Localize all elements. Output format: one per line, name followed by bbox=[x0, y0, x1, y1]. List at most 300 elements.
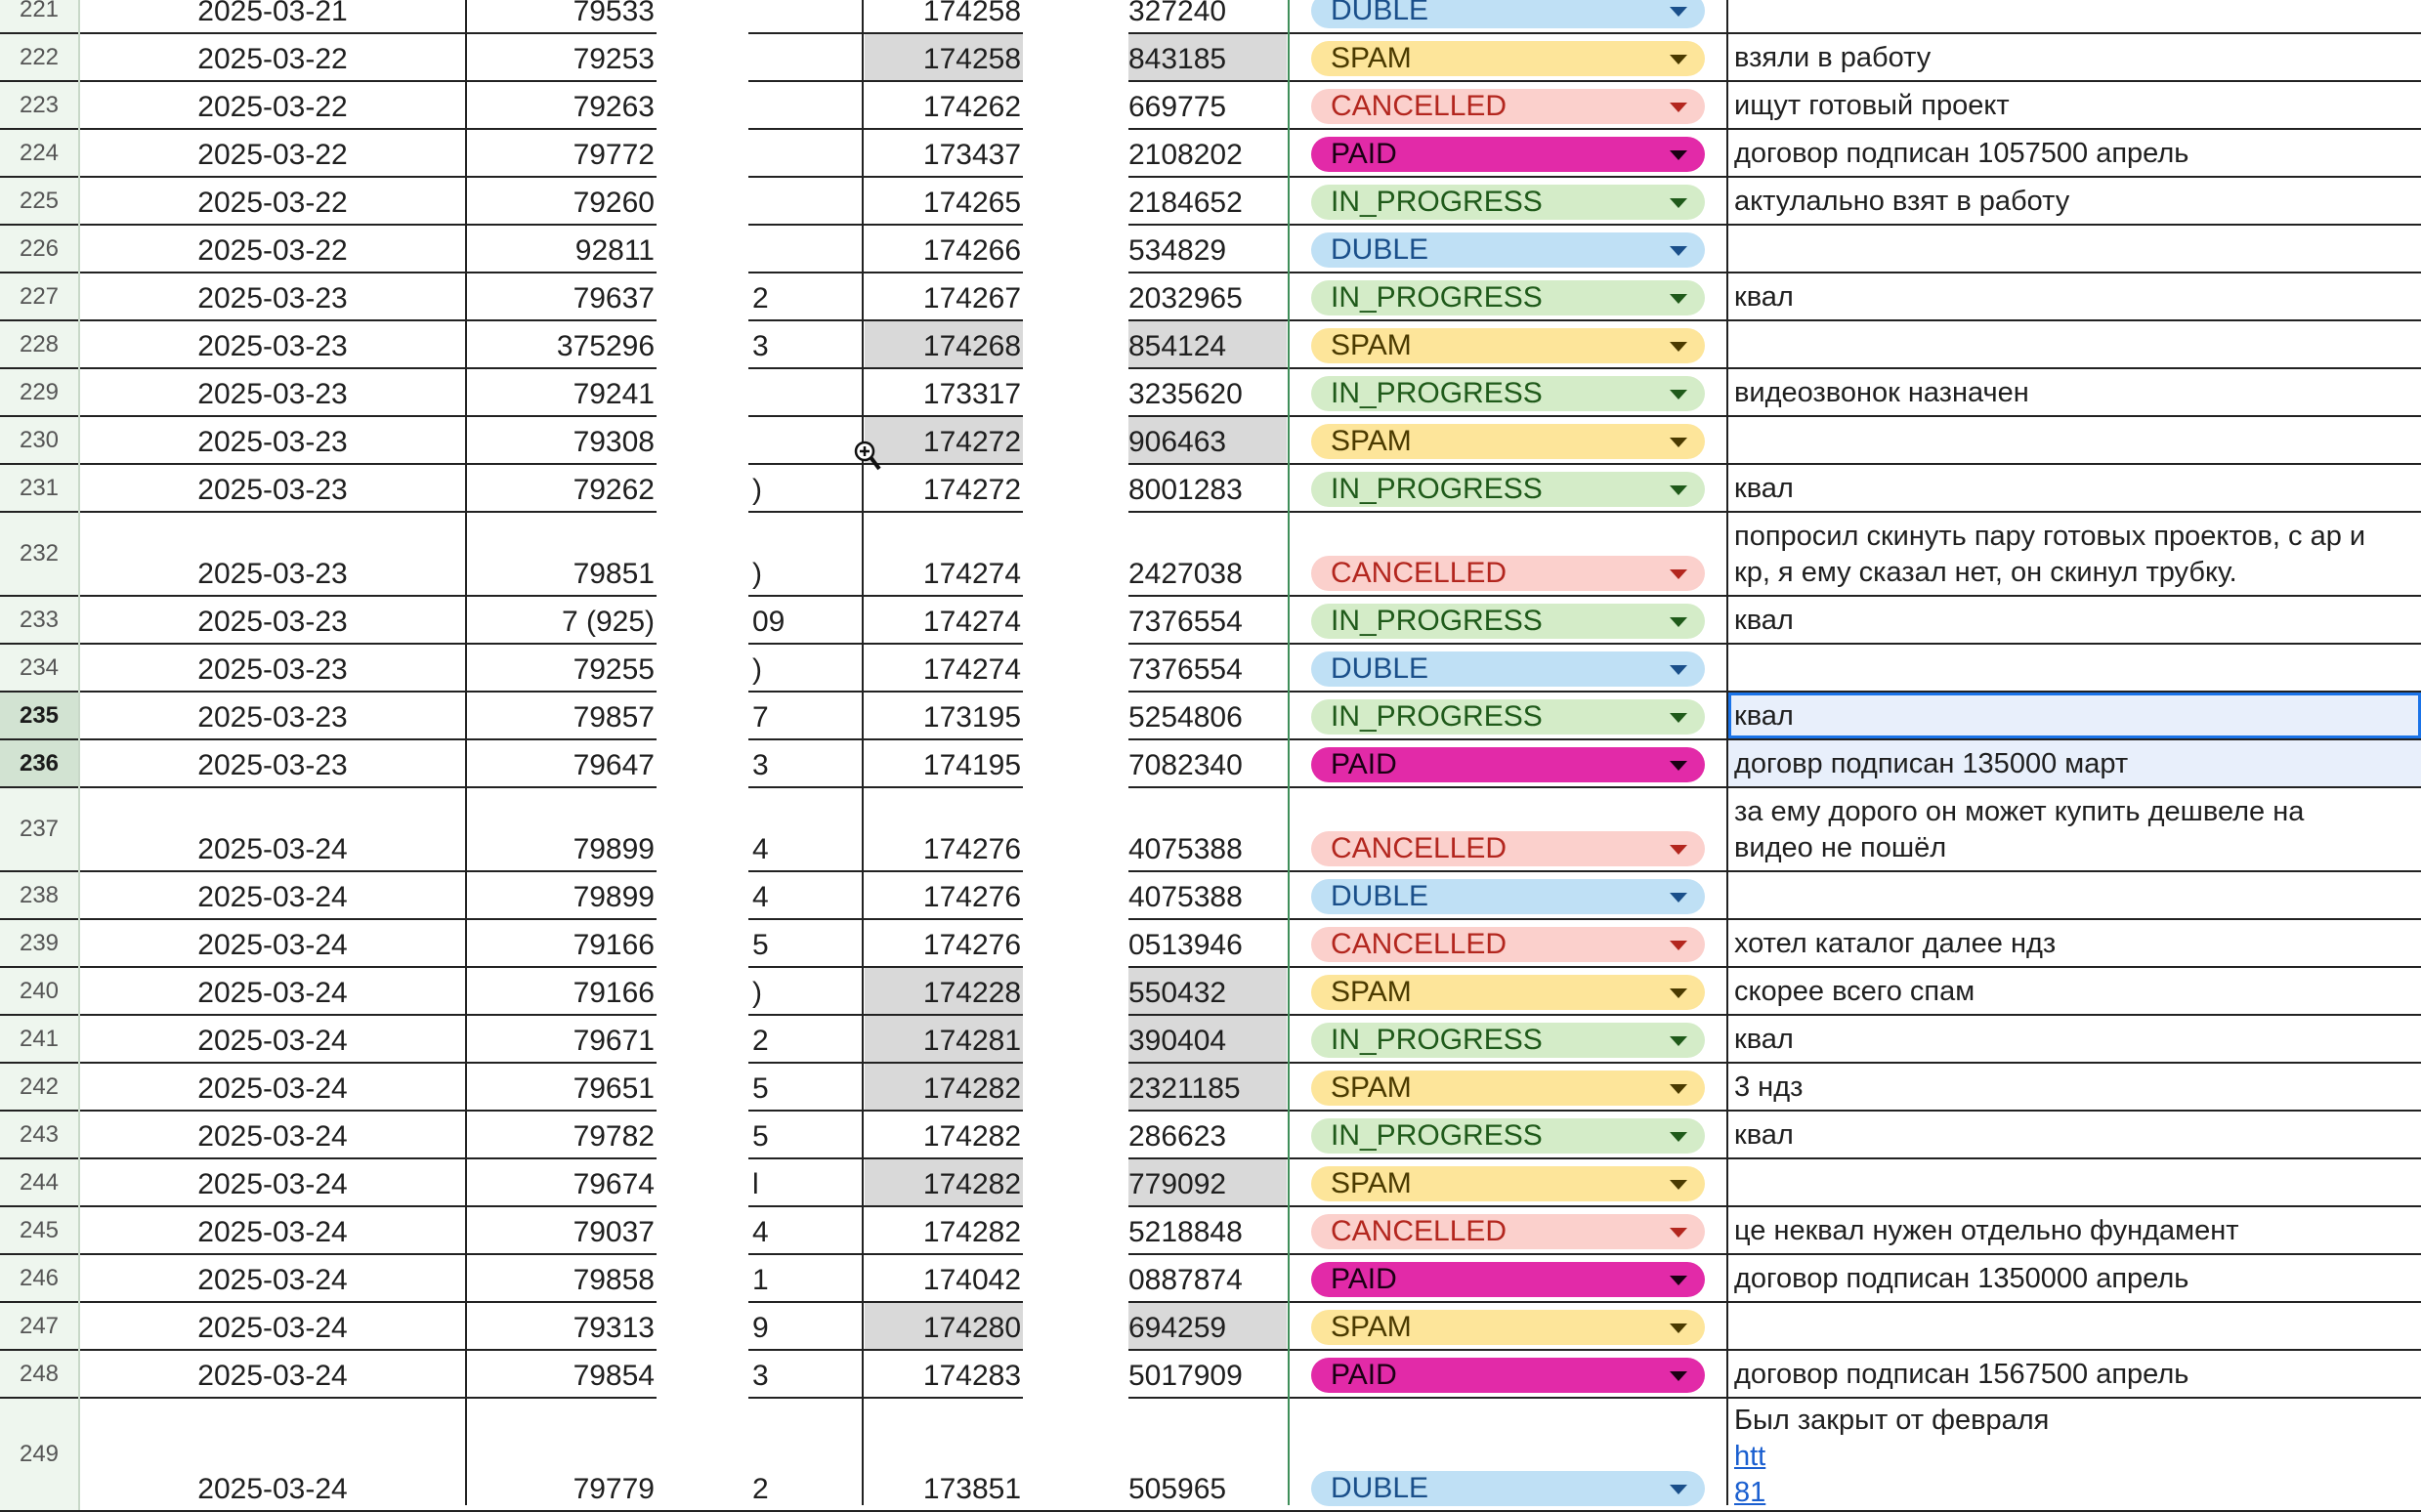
lead-id-cell[interactable]: 173851 bbox=[922, 1473, 1021, 1505]
date-cell[interactable]: 2025-03-24 bbox=[197, 1072, 348, 1105]
chevron-down-icon[interactable] bbox=[1670, 246, 1687, 256]
status-cell[interactable] bbox=[1290, 417, 1726, 463]
phone-cell[interactable]: 7 (925) bbox=[561, 606, 655, 638]
status-dropdown[interactable] bbox=[1311, 1262, 1705, 1297]
deal-id-cell[interactable]: 286623 bbox=[1128, 1120, 1227, 1153]
phone-fragment-cell[interactable]: 3 bbox=[752, 749, 769, 781]
row-number[interactable]: 226 bbox=[0, 226, 80, 272]
comment-cell[interactable] bbox=[1728, 1207, 2421, 1253]
date-cell[interactable]: 2025-03-22 bbox=[197, 91, 348, 123]
table-row[interactable] bbox=[0, 34, 2421, 82]
date-cell[interactable]: 2025-03-22 bbox=[197, 43, 348, 75]
row-number[interactable]: 246 bbox=[0, 1255, 80, 1301]
phone-fragment-cell[interactable]: ) bbox=[752, 474, 762, 506]
date-cell[interactable]: 2025-03-24 bbox=[197, 1168, 348, 1200]
date-cell[interactable]: 2025-03-23 bbox=[197, 378, 348, 410]
table-row[interactable] bbox=[0, 1016, 2421, 1064]
table-row[interactable] bbox=[0, 693, 2421, 740]
phone-cell[interactable]: 79779 bbox=[573, 1473, 655, 1505]
row-number[interactable]: 234 bbox=[0, 645, 80, 691]
chevron-down-icon[interactable] bbox=[1670, 103, 1687, 112]
row-number[interactable]: 236 bbox=[0, 740, 80, 786]
comment-cell[interactable] bbox=[1728, 130, 2421, 176]
table-row[interactable] bbox=[0, 788, 2421, 872]
status-cell[interactable] bbox=[1290, 1255, 1726, 1301]
deal-id-cell[interactable]: 7376554 bbox=[1128, 653, 1243, 686]
deal-id-cell[interactable]: 7082340 bbox=[1128, 749, 1243, 781]
phone-fragment-cell[interactable] bbox=[750, 34, 860, 80]
row-number[interactable]: 238 bbox=[0, 872, 80, 918]
comment-cell[interactable] bbox=[1728, 693, 2421, 738]
date-cell[interactable]: 2025-03-24 bbox=[197, 977, 348, 1009]
date-cell[interactable]: 2025-03-23 bbox=[197, 426, 348, 458]
comment-cell[interactable] bbox=[1728, 1016, 2421, 1062]
deal-id-cell[interactable]: 2427038 bbox=[1128, 558, 1243, 590]
table-row[interactable] bbox=[0, 513, 2421, 597]
comment-link-continued[interactable]: 81 bbox=[1734, 1477, 1766, 1508]
status-cell[interactable] bbox=[1290, 1159, 1726, 1205]
status-cell[interactable] bbox=[1290, 273, 1726, 319]
status-cell[interactable] bbox=[1290, 178, 1726, 224]
row-number[interactable]: 243 bbox=[0, 1112, 80, 1157]
phone-fragment-cell[interactable]: 09 bbox=[752, 606, 786, 638]
comment-cell[interactable] bbox=[1728, 645, 2421, 691]
row-number[interactable]: 239 bbox=[0, 920, 80, 966]
phone-fragment-cell[interactable]: 2 bbox=[752, 282, 769, 315]
comment-cell[interactable] bbox=[1728, 369, 2421, 415]
phone-fragment-cell[interactable]: 5 bbox=[752, 929, 769, 961]
table-row[interactable] bbox=[0, 968, 2421, 1016]
deal-id-cell[interactable]: 2032965 bbox=[1128, 282, 1243, 315]
deal-id-cell[interactable]: 694259 bbox=[1128, 1303, 1287, 1349]
phone-fragment-cell[interactable] bbox=[750, 178, 860, 224]
status-cell[interactable] bbox=[1290, 1064, 1726, 1110]
phone-cell[interactable]: 79782 bbox=[573, 1120, 655, 1153]
lead-id-cell[interactable]: 174281 bbox=[865, 1016, 1023, 1062]
date-cell[interactable]: 2025-03-24 bbox=[197, 881, 348, 913]
status-dropdown[interactable] bbox=[1311, 328, 1705, 363]
lead-id-cell[interactable]: 174266 bbox=[922, 234, 1021, 267]
deal-id-cell[interactable]: 2108202 bbox=[1128, 139, 1243, 171]
chevron-down-icon[interactable] bbox=[1670, 485, 1687, 495]
date-cell[interactable]: 2025-03-24 bbox=[197, 1312, 348, 1344]
status-cell[interactable] bbox=[1290, 693, 1726, 738]
comment-cell[interactable] bbox=[1728, 1351, 2421, 1397]
status-cell[interactable] bbox=[1290, 1016, 1726, 1062]
phone-fragment-cell[interactable]: ) bbox=[752, 558, 762, 590]
status-cell[interactable] bbox=[1290, 465, 1726, 511]
comment-cell[interactable] bbox=[1728, 226, 2421, 272]
table-row[interactable] bbox=[0, 597, 2421, 645]
phone-cell[interactable]: 79637 bbox=[573, 282, 655, 315]
comment-cell[interactable] bbox=[1728, 788, 2421, 870]
status-dropdown[interactable] bbox=[1311, 185, 1705, 220]
status-dropdown[interactable] bbox=[1311, 232, 1705, 268]
table-row[interactable] bbox=[0, 1064, 2421, 1112]
chevron-down-icon[interactable] bbox=[1670, 941, 1687, 950]
table-row[interactable] bbox=[0, 82, 2421, 130]
status-cell[interactable] bbox=[1290, 82, 1726, 128]
row-number[interactable]: 223 bbox=[0, 82, 80, 128]
phone-fragment-cell[interactable]: 4 bbox=[752, 833, 769, 865]
status-dropdown[interactable] bbox=[1311, 975, 1705, 1010]
date-cell[interactable]: 2025-03-23 bbox=[197, 653, 348, 686]
comment-cell[interactable] bbox=[1728, 321, 2421, 367]
deal-id-cell[interactable]: 534829 bbox=[1128, 234, 1227, 267]
row-number[interactable]: 233 bbox=[0, 597, 80, 643]
table-row[interactable] bbox=[0, 417, 2421, 465]
status-dropdown[interactable] bbox=[1311, 1118, 1705, 1154]
status-cell[interactable] bbox=[1290, 1112, 1726, 1157]
phone-cell[interactable]: 79858 bbox=[573, 1264, 655, 1296]
status-dropdown[interactable] bbox=[1311, 651, 1705, 687]
comment-cell[interactable] bbox=[1728, 513, 2421, 595]
row-number[interactable]: 241 bbox=[0, 1016, 80, 1062]
phone-cell[interactable]: 79253 bbox=[573, 43, 655, 75]
comment-cell[interactable] bbox=[1728, 1399, 2421, 1510]
phone-fragment-cell[interactable] bbox=[750, 82, 860, 128]
date-cell[interactable]: 2025-03-23 bbox=[197, 558, 348, 590]
lead-id-cell[interactable]: 174272 bbox=[922, 474, 1021, 506]
table-row[interactable] bbox=[0, 465, 2421, 513]
status-dropdown[interactable] bbox=[1311, 137, 1705, 172]
row-number[interactable]: 221 bbox=[0, 0, 80, 32]
date-cell[interactable]: 2025-03-24 bbox=[197, 1473, 348, 1505]
date-cell[interactable]: 2025-03-24 bbox=[197, 1264, 348, 1296]
table-row[interactable] bbox=[0, 226, 2421, 273]
row-number[interactable]: 237 bbox=[0, 788, 80, 870]
chevron-down-icon[interactable] bbox=[1670, 7, 1687, 17]
chevron-down-icon[interactable] bbox=[1670, 294, 1687, 304]
table-row[interactable] bbox=[0, 1351, 2421, 1399]
comment-cell[interactable] bbox=[1728, 465, 2421, 511]
phone-cell[interactable]: 79313 bbox=[573, 1312, 655, 1344]
phone-fragment-cell[interactable]: 3 bbox=[752, 1360, 769, 1392]
date-cell[interactable]: 2025-03-22 bbox=[197, 234, 348, 267]
deal-id-cell[interactable]: 8001283 bbox=[1128, 474, 1243, 506]
lead-id-cell[interactable]: 174268 bbox=[865, 321, 1023, 367]
lead-id-cell[interactable]: 174282 bbox=[922, 1216, 1021, 1248]
table-row[interactable] bbox=[0, 1399, 2421, 1512]
date-cell[interactable]: 2025-03-24 bbox=[197, 1216, 348, 1248]
deal-id-cell[interactable]: 779092 bbox=[1128, 1159, 1287, 1205]
status-cell[interactable] bbox=[1290, 226, 1726, 272]
deal-id-cell[interactable]: 854124 bbox=[1128, 321, 1287, 367]
lead-id-cell[interactable]: 174280 bbox=[865, 1303, 1023, 1349]
status-dropdown[interactable] bbox=[1311, 927, 1705, 962]
status-dropdown[interactable] bbox=[1311, 280, 1705, 315]
row-number[interactable]: 249 bbox=[0, 1399, 80, 1510]
status-cell[interactable] bbox=[1290, 1303, 1726, 1349]
status-cell[interactable] bbox=[1290, 34, 1726, 80]
date-cell[interactable]: 2025-03-24 bbox=[197, 1120, 348, 1153]
date-cell[interactable]: 2025-03-24 bbox=[197, 1025, 348, 1057]
status-cell[interactable] bbox=[1290, 1207, 1726, 1253]
date-cell[interactable]: 2025-03-22 bbox=[197, 187, 348, 219]
lead-id-cell[interactable]: 174276 bbox=[922, 833, 1021, 865]
table-row[interactable] bbox=[0, 1207, 2421, 1255]
table-row[interactable] bbox=[0, 1112, 2421, 1159]
status-cell[interactable] bbox=[1290, 0, 1726, 32]
lead-id-cell[interactable]: 174267 bbox=[922, 282, 1021, 315]
chevron-down-icon[interactable] bbox=[1670, 713, 1687, 723]
date-cell[interactable]: 2025-03-22 bbox=[197, 139, 348, 171]
status-dropdown[interactable] bbox=[1311, 1310, 1705, 1345]
status-cell[interactable] bbox=[1290, 968, 1726, 1014]
row-number[interactable]: 227 bbox=[0, 273, 80, 319]
phone-cell[interactable]: 79851 bbox=[573, 558, 655, 590]
lead-id-cell[interactable]: 174274 bbox=[922, 606, 1021, 638]
phone-cell[interactable]: 79262 bbox=[573, 474, 655, 506]
status-dropdown[interactable] bbox=[1311, 472, 1705, 507]
chevron-down-icon[interactable] bbox=[1670, 198, 1687, 208]
chevron-down-icon[interactable] bbox=[1670, 845, 1687, 855]
row-number[interactable]: 229 bbox=[0, 369, 80, 415]
phone-cell[interactable]: 79854 bbox=[573, 1360, 655, 1392]
row-number[interactable]: 230 bbox=[0, 417, 80, 463]
phone-fragment-cell[interactable]: 3 bbox=[752, 330, 769, 362]
row-number[interactable]: 232 bbox=[0, 513, 80, 595]
table-row[interactable] bbox=[0, 872, 2421, 920]
comment-cell[interactable] bbox=[1728, 1303, 2421, 1349]
date-cell[interactable]: 2025-03-21 bbox=[197, 0, 348, 27]
date-cell[interactable]: 2025-03-23 bbox=[197, 749, 348, 781]
date-cell[interactable]: 2025-03-24 bbox=[197, 833, 348, 865]
status-cell[interactable] bbox=[1290, 788, 1726, 870]
deal-id-cell[interactable]: 4075388 bbox=[1128, 833, 1243, 865]
lead-id-cell[interactable]: 174283 bbox=[922, 1360, 1021, 1392]
deal-id-cell[interactable]: 0887874 bbox=[1128, 1264, 1243, 1296]
chevron-down-icon[interactable] bbox=[1670, 569, 1687, 579]
lead-id-cell[interactable]: 173437 bbox=[922, 139, 1021, 171]
phone-fragment-cell[interactable]: 2 bbox=[752, 1473, 769, 1505]
phone-cell[interactable]: 79647 bbox=[573, 749, 655, 781]
status-dropdown[interactable] bbox=[1311, 1471, 1705, 1506]
lead-id-cell[interactable]: 173317 bbox=[922, 378, 1021, 410]
lead-id-cell[interactable]: 174282 bbox=[865, 1064, 1023, 1110]
phone-fragment-cell[interactable] bbox=[750, 130, 860, 176]
chevron-down-icon[interactable] bbox=[1670, 1485, 1687, 1494]
status-dropdown[interactable] bbox=[1311, 831, 1705, 866]
phone-cell[interactable]: 79260 bbox=[573, 187, 655, 219]
table-row[interactable] bbox=[0, 1303, 2421, 1351]
comment-cell[interactable] bbox=[1728, 872, 2421, 918]
phone-cell[interactable]: 79263 bbox=[573, 91, 655, 123]
status-dropdown[interactable] bbox=[1311, 556, 1705, 591]
row-number[interactable]: 222 bbox=[0, 34, 80, 80]
status-cell[interactable] bbox=[1290, 920, 1726, 966]
row-number[interactable]: 235 bbox=[0, 693, 80, 738]
row-number[interactable]: 242 bbox=[0, 1064, 80, 1110]
comment-cell[interactable] bbox=[1728, 82, 2421, 128]
table-row[interactable] bbox=[0, 369, 2421, 417]
deal-id-cell[interactable]: 0513946 bbox=[1128, 929, 1243, 961]
lead-id-cell[interactable]: 174195 bbox=[922, 749, 1021, 781]
row-number[interactable]: 224 bbox=[0, 130, 80, 176]
comment-link[interactable]: htt bbox=[1734, 1441, 1766, 1472]
deal-id-cell[interactable]: 2321185 bbox=[1128, 1064, 1287, 1110]
phone-cell[interactable]: 79166 bbox=[573, 929, 655, 961]
status-cell[interactable] bbox=[1290, 872, 1726, 918]
status-dropdown[interactable] bbox=[1311, 41, 1705, 76]
comment-cell[interactable] bbox=[1728, 1255, 2421, 1301]
row-number[interactable]: 247 bbox=[0, 1303, 80, 1349]
table-row[interactable] bbox=[0, 645, 2421, 693]
phone-cell[interactable]: 79671 bbox=[573, 1025, 655, 1057]
row-number[interactable]: 244 bbox=[0, 1159, 80, 1205]
deal-id-cell[interactable]: 5218848 bbox=[1128, 1216, 1243, 1248]
phone-fragment-cell[interactable]: l bbox=[752, 1168, 759, 1200]
status-dropdown[interactable] bbox=[1311, 1071, 1705, 1106]
table-row[interactable] bbox=[0, 321, 2421, 369]
phone-fragment-cell[interactable]: 9 bbox=[752, 1312, 769, 1344]
phone-cell[interactable]: 92811 bbox=[574, 234, 655, 267]
date-cell[interactable]: 2025-03-23 bbox=[197, 330, 348, 362]
phone-cell[interactable]: 79308 bbox=[573, 426, 655, 458]
phone-cell[interactable]: 79651 bbox=[573, 1072, 655, 1105]
phone-fragment-cell[interactable] bbox=[750, 226, 860, 272]
chevron-down-icon[interactable] bbox=[1670, 665, 1687, 675]
chevron-down-icon[interactable] bbox=[1670, 988, 1687, 998]
row-number[interactable]: 228 bbox=[0, 321, 80, 367]
status-cell[interactable] bbox=[1290, 369, 1726, 415]
deal-id-cell[interactable]: 4075388 bbox=[1128, 881, 1243, 913]
status-dropdown[interactable] bbox=[1311, 1023, 1705, 1058]
chevron-down-icon[interactable] bbox=[1670, 1371, 1687, 1381]
status-dropdown[interactable] bbox=[1311, 376, 1705, 411]
phone-cell[interactable]: 79533 bbox=[573, 0, 655, 27]
phone-fragment-cell[interactable]: 5 bbox=[752, 1120, 769, 1153]
status-cell[interactable] bbox=[1290, 597, 1726, 643]
phone-cell[interactable]: 79255 bbox=[573, 653, 655, 686]
phone-cell[interactable]: 79037 bbox=[573, 1216, 655, 1248]
status-dropdown[interactable] bbox=[1311, 1358, 1705, 1393]
row-number[interactable]: 245 bbox=[0, 1207, 80, 1253]
chevron-down-icon[interactable] bbox=[1670, 1323, 1687, 1333]
chevron-down-icon[interactable] bbox=[1670, 1036, 1687, 1046]
table-row[interactable] bbox=[0, 740, 2421, 788]
status-cell[interactable] bbox=[1290, 513, 1726, 595]
status-cell[interactable] bbox=[1290, 321, 1726, 367]
row-number[interactable]: 240 bbox=[0, 968, 80, 1014]
phone-fragment-cell[interactable]: 2 bbox=[752, 1025, 769, 1057]
chevron-down-icon[interactable] bbox=[1670, 1228, 1687, 1238]
phone-cell[interactable]: 79899 bbox=[573, 881, 655, 913]
phone-fragment-cell[interactable] bbox=[750, 0, 860, 32]
status-dropdown[interactable] bbox=[1311, 699, 1705, 735]
lead-id-cell[interactable]: 174262 bbox=[922, 91, 1021, 123]
chevron-down-icon[interactable] bbox=[1670, 1276, 1687, 1285]
deal-id-cell[interactable]: 906463 bbox=[1128, 417, 1287, 463]
lead-id-cell[interactable]: 174258 bbox=[922, 0, 1021, 27]
lead-id-cell[interactable]: 174042 bbox=[922, 1264, 1021, 1296]
comment-cell[interactable] bbox=[1728, 1112, 2421, 1157]
chevron-down-icon[interactable] bbox=[1670, 893, 1687, 903]
table-row[interactable] bbox=[0, 0, 2421, 34]
chevron-down-icon[interactable] bbox=[1670, 390, 1687, 399]
phone-fragment-cell[interactable]: 5 bbox=[752, 1072, 769, 1105]
status-dropdown[interactable] bbox=[1311, 89, 1705, 124]
table-row[interactable] bbox=[0, 130, 2421, 178]
status-dropdown[interactable] bbox=[1311, 604, 1705, 639]
chevron-down-icon[interactable] bbox=[1670, 55, 1687, 64]
comment-cell[interactable] bbox=[1728, 740, 2421, 786]
status-dropdown[interactable] bbox=[1311, 1214, 1705, 1249]
status-dropdown[interactable] bbox=[1311, 747, 1705, 782]
date-cell[interactable]: 2025-03-23 bbox=[197, 474, 348, 506]
lead-id-cell[interactable]: 174265 bbox=[922, 187, 1021, 219]
lead-id-cell[interactable]: 174282 bbox=[922, 1120, 1021, 1153]
lead-id-cell[interactable]: 174272 bbox=[865, 417, 1023, 463]
phone-fragment-cell[interactable]: 7 bbox=[752, 701, 769, 734]
comment-cell[interactable] bbox=[1728, 417, 2421, 463]
lead-id-cell[interactable]: 174282 bbox=[865, 1159, 1023, 1205]
chevron-down-icon[interactable] bbox=[1670, 761, 1687, 771]
phone-fragment-cell[interactable]: ) bbox=[752, 977, 762, 1009]
phone-cell[interactable]: 79857 bbox=[573, 701, 655, 734]
comment-cell[interactable] bbox=[1728, 920, 2421, 966]
status-cell[interactable] bbox=[1290, 740, 1726, 786]
deal-id-cell[interactable]: 5017909 bbox=[1128, 1360, 1243, 1392]
phone-cell[interactable]: 79166 bbox=[573, 977, 655, 1009]
deal-id-cell[interactable]: 550432 bbox=[1128, 968, 1287, 1014]
chevron-down-icon[interactable] bbox=[1670, 1084, 1687, 1094]
phone-fragment-cell[interactable] bbox=[750, 369, 860, 415]
date-cell[interactable]: 2025-03-24 bbox=[197, 929, 348, 961]
comment-cell[interactable] bbox=[1728, 178, 2421, 224]
lead-id-cell[interactable]: 174276 bbox=[922, 881, 1021, 913]
status-cell[interactable] bbox=[1290, 130, 1726, 176]
phone-fragment-cell[interactable]: ) bbox=[752, 653, 762, 686]
status-cell[interactable] bbox=[1290, 1351, 1726, 1397]
phone-cell[interactable]: 79674 bbox=[573, 1168, 655, 1200]
table-row[interactable] bbox=[0, 178, 2421, 226]
row-number[interactable]: 225 bbox=[0, 178, 80, 224]
chevron-down-icon[interactable] bbox=[1670, 1180, 1687, 1190]
table-row[interactable] bbox=[0, 273, 2421, 321]
chevron-down-icon[interactable] bbox=[1670, 342, 1687, 352]
status-dropdown[interactable] bbox=[1311, 879, 1705, 914]
deal-id-cell[interactable]: 327240 bbox=[1128, 0, 1227, 27]
date-cell[interactable]: 2025-03-23 bbox=[197, 606, 348, 638]
row-number[interactable]: 248 bbox=[0, 1351, 80, 1397]
deal-id-cell[interactable]: 505965 bbox=[1128, 1473, 1227, 1505]
status-dropdown[interactable] bbox=[1311, 1166, 1705, 1201]
table-row[interactable] bbox=[0, 920, 2421, 968]
phone-fragment-cell[interactable]: 1 bbox=[752, 1264, 769, 1296]
deal-id-cell[interactable]: 5254806 bbox=[1128, 701, 1243, 734]
table-row[interactable] bbox=[0, 1255, 2421, 1303]
deal-id-cell[interactable]: 2184652 bbox=[1128, 187, 1243, 219]
deal-id-cell[interactable]: 3235620 bbox=[1128, 378, 1243, 410]
deal-id-cell[interactable]: 7376554 bbox=[1128, 606, 1243, 638]
phone-fragment-cell[interactable]: 4 bbox=[752, 881, 769, 913]
date-cell[interactable]: 2025-03-23 bbox=[197, 701, 348, 734]
row-number[interactable]: 231 bbox=[0, 465, 80, 511]
comment-cell[interactable] bbox=[1728, 968, 2421, 1014]
lead-id-cell[interactable]: 173195 bbox=[922, 701, 1021, 734]
comment-cell[interactable] bbox=[1728, 597, 2421, 643]
phone-cell[interactable]: 79772 bbox=[573, 139, 655, 171]
phone-fragment-cell[interactable]: 4 bbox=[752, 1216, 769, 1248]
phone-fragment-cell[interactable] bbox=[750, 417, 860, 463]
chevron-down-icon[interactable] bbox=[1670, 438, 1687, 447]
date-cell[interactable]: 2025-03-24 bbox=[197, 1360, 348, 1392]
phone-cell[interactable]: 79241 bbox=[573, 378, 655, 410]
status-dropdown[interactable] bbox=[1311, 0, 1705, 28]
deal-id-cell[interactable]: 390404 bbox=[1128, 1016, 1287, 1062]
comment-cell[interactable] bbox=[1728, 1159, 2421, 1205]
